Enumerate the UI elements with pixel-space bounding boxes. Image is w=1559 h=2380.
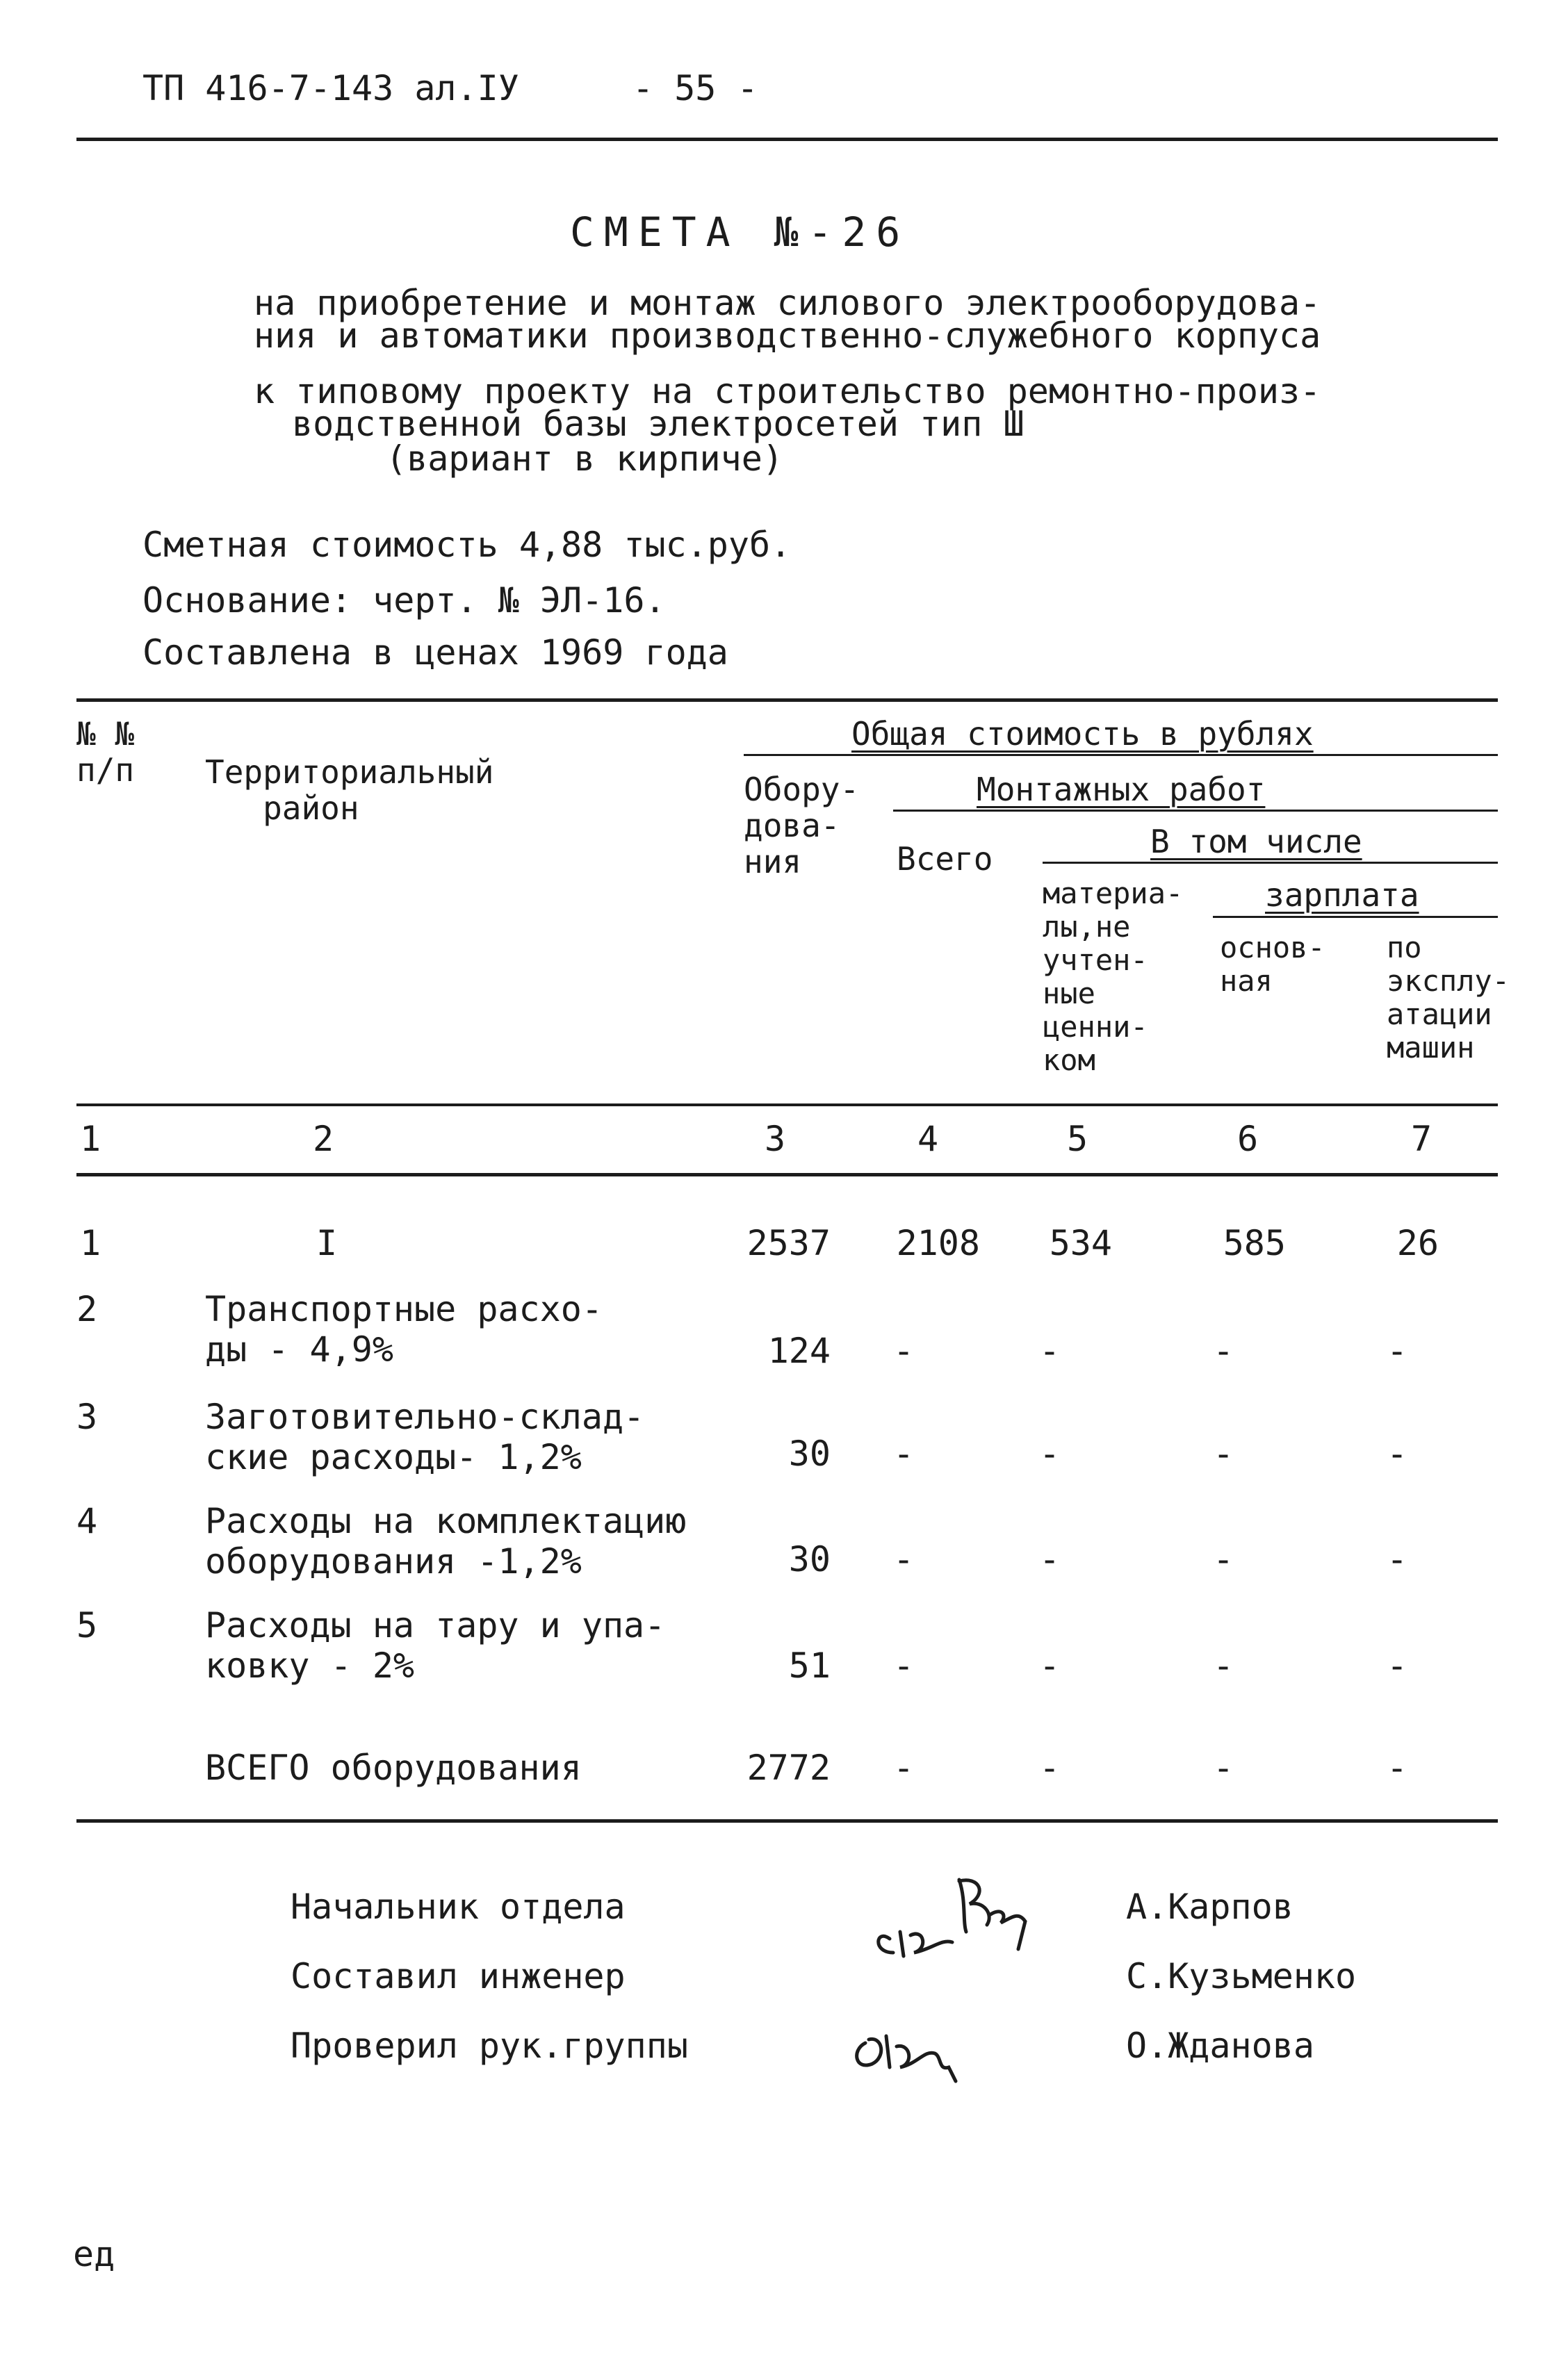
row-3-materials: - <box>1038 1434 1061 1474</box>
row-1-materials: 534 <box>1049 1223 1112 1263</box>
total-row-name: ВСЕГО оборудования <box>205 1748 582 1788</box>
signature-role: Составил инженер <box>291 1956 626 1996</box>
header-basic: основ- ная <box>1220 930 1325 998</box>
row-5-basic: - <box>1212 1646 1234 1686</box>
row-5-num: 5 <box>76 1605 98 1646</box>
total-row-materials: - <box>1038 1748 1061 1788</box>
header-rule <box>76 138 1498 141</box>
row-2-equipment: 124 <box>767 1331 831 1371</box>
header-equipment: Обору- дова- ния <box>744 771 860 880</box>
header-rule-installation <box>893 810 1498 812</box>
column-number: 5 <box>1067 1119 1088 1159</box>
signature-role: Начальник отдела <box>291 1887 626 1927</box>
row-2-basic: - <box>1212 1331 1234 1371</box>
row-4-materials: - <box>1038 1539 1061 1579</box>
column-number: 4 <box>917 1119 939 1159</box>
price-basis: Составлена в ценах 1969 года <box>142 632 728 673</box>
subtitle-line-4: водственной базы электросетей тип Ш <box>292 404 1025 444</box>
row-2-machines: - <box>1386 1331 1408 1371</box>
subtitle-line-5: (вариант в кирпиче) <box>386 438 783 479</box>
page-number: - 55 - <box>632 68 758 108</box>
header-materials: материа- лы,не учтен- ные ценни- ком <box>1043 876 1184 1077</box>
total-row-total: - <box>892 1748 915 1788</box>
handwritten-signature <box>862 1873 1070 1963</box>
column-number: 1 <box>80 1119 101 1159</box>
header-rule-total <box>744 754 1498 756</box>
row-1-name: I <box>316 1223 338 1263</box>
header-rule-salary <box>1213 916 1498 918</box>
row-1-total: 2108 <box>896 1223 980 1263</box>
row-3-basic: - <box>1212 1434 1234 1474</box>
table-bottom-rule <box>76 1819 1498 1823</box>
header-salary: зарплата <box>1265 876 1419 914</box>
total-row-machines: - <box>1386 1748 1408 1788</box>
row-4-machines: - <box>1386 1539 1408 1579</box>
header-machines: по эксплу- атации машин <box>1387 930 1510 1065</box>
column-number: 3 <box>765 1119 786 1159</box>
signature-name: О.Жданова <box>1126 2026 1314 2066</box>
row-3-equipment: 30 <box>788 1434 831 1474</box>
row-1-basic: 585 <box>1223 1223 1286 1263</box>
row-3-name: Заготовительно-склад- ские расходы- 1,2% <box>205 1397 645 1477</box>
estimated-cost: Сметная стоимость 4,88 тыс.руб. <box>142 525 792 565</box>
basis: Основание: черт. № ЭЛ-16. <box>142 580 666 621</box>
subtitle-line-2: ния и автоматики производственно-служебного корпуса <box>254 315 1321 356</box>
document-code: ТП 416-7-143 ал.IУ <box>142 68 519 108</box>
header-rule-including <box>1043 862 1498 864</box>
signature-name: А.Карпов <box>1126 1887 1293 1927</box>
column-number: 2 <box>313 1119 334 1159</box>
row-2-num: 2 <box>76 1289 98 1329</box>
header-installation: Монтажных работ <box>977 771 1266 808</box>
row-5-equipment: 51 <box>788 1646 831 1686</box>
row-5-machines: - <box>1386 1646 1408 1686</box>
header-num: № № п/п <box>76 715 135 789</box>
row-2-materials: - <box>1038 1331 1061 1371</box>
row-4-equipment: 30 <box>788 1539 831 1579</box>
row-5-name: Расходы на тару и упа- ковку - 2% <box>205 1605 666 1686</box>
header-bottom-rule <box>76 1103 1498 1106</box>
row-3-total: - <box>892 1434 915 1474</box>
row-5-total: - <box>892 1646 915 1686</box>
handwritten-signature <box>844 2015 983 2085</box>
row-2-name: Транспортные расхо- ды - 4,9% <box>205 1289 603 1370</box>
row-2-total: - <box>892 1331 915 1371</box>
row-1-machines: 26 <box>1396 1223 1439 1263</box>
row-5-materials: - <box>1038 1646 1061 1686</box>
subtitle-line-1: на приобретение и монтаж силового электрооборудова- <box>254 283 1321 323</box>
subtitle-line-3: к типовому проекту на строительство ремонтно-произ- <box>254 371 1321 411</box>
row-4-total: - <box>892 1539 915 1579</box>
row-1-equipment: 2537 <box>746 1223 831 1263</box>
header-install-total: Всего <box>897 840 993 878</box>
header-district: Территориальный район <box>205 753 494 827</box>
document-title: СМЕТА №-26 <box>570 208 911 256</box>
header-total-cost: Общая стоимость в рублях <box>851 715 1314 753</box>
total-row-equipment: 2772 <box>746 1748 831 1788</box>
total-row-basic: - <box>1212 1748 1234 1788</box>
row-4-basic: - <box>1212 1539 1234 1579</box>
footer-mark: ед <box>73 2234 115 2274</box>
row-4-name: Расходы на комплектацию оборудования -1,2% <box>205 1501 687 1582</box>
table-top-rule <box>76 698 1498 702</box>
row-1-num: 1 <box>80 1223 101 1263</box>
row-3-machines: - <box>1386 1434 1408 1474</box>
column-numbers-rule <box>76 1173 1498 1176</box>
header-including: В том числе <box>1150 823 1362 860</box>
column-number: 6 <box>1237 1119 1259 1159</box>
signature-name: С.Кузьменко <box>1126 1956 1357 1996</box>
row-3-num: 3 <box>76 1397 98 1437</box>
signature-role: Проверил рук.группы <box>291 2026 688 2066</box>
column-number: 7 <box>1411 1119 1433 1159</box>
row-4-num: 4 <box>76 1501 98 1541</box>
